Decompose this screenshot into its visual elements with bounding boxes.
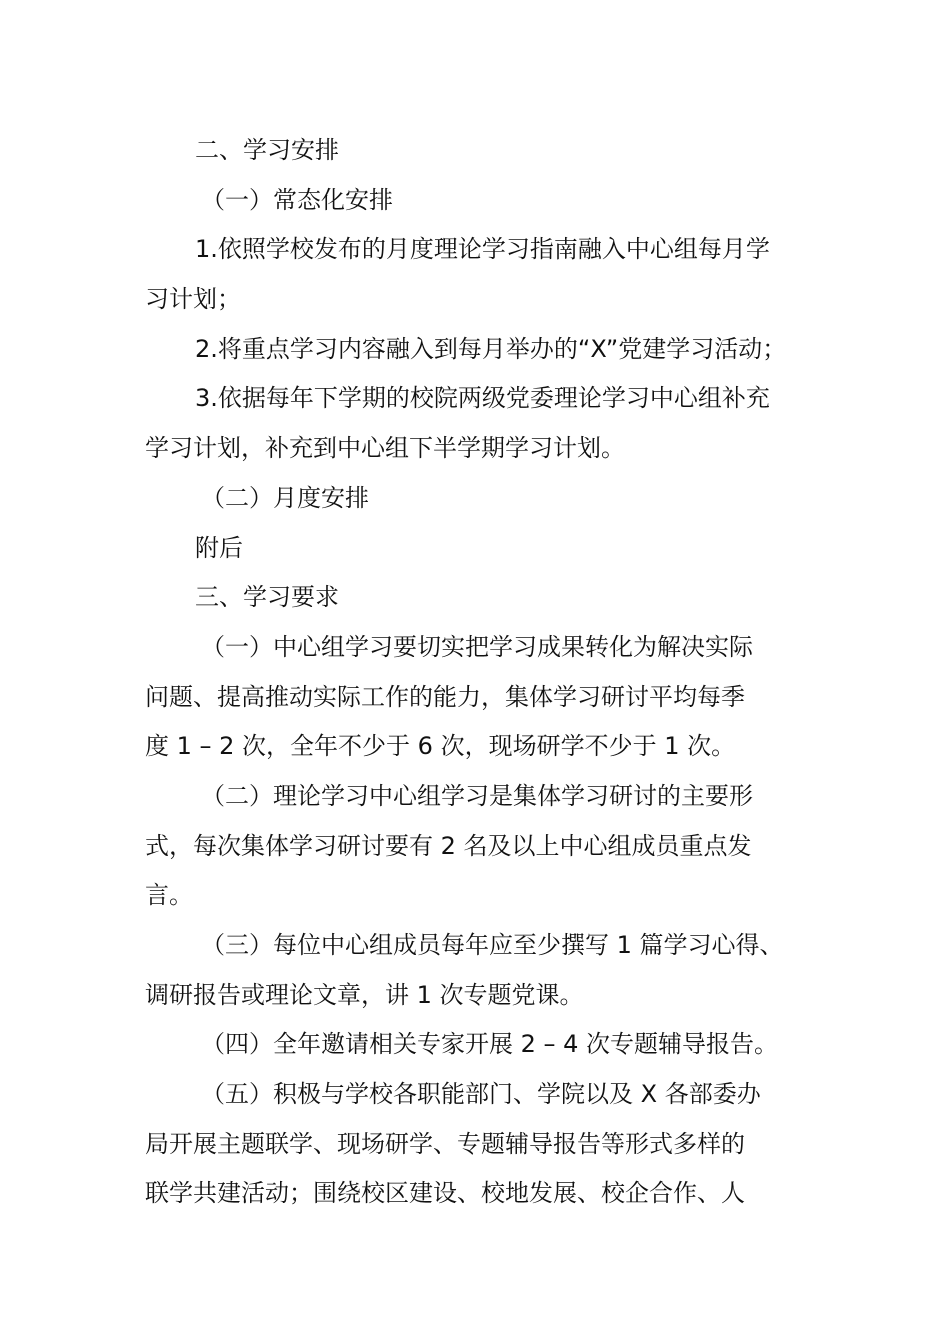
paragraph-line: 联学共建活动；围绕校区建设、校地发展、校企合作、人 xyxy=(145,1179,745,1208)
paragraph-line: 附后 xyxy=(195,533,243,562)
paragraph-line: 3.依据每年下学期的校院两级党委理论学习中心组补充 xyxy=(195,384,770,413)
paragraph-line: 局开展主题联学、现场研学、专题辅导报告等形式多样的 xyxy=(145,1129,745,1158)
paragraph-line: 2.将重点学习内容融入到每月举办的“X”党建学习活动； xyxy=(195,334,787,363)
paragraph-line: （二）理论学习中心组学习是集体学习研讨的主要形 xyxy=(201,781,753,810)
paragraph-line: 度 1 – 2 次，全年不少于 6 次，现场研学不少于 1 次。 xyxy=(145,732,736,761)
paragraph-line: 问题、提高推动实际工作的能力，集体学习研讨平均每季 xyxy=(145,682,745,711)
paragraph-line: 言。 xyxy=(145,881,193,910)
paragraph-line: （一）中心组学习要切实把学习成果转化为解决实际 xyxy=(201,632,753,661)
paragraph-line: 1.依照学校发布的月度理论学习指南融入中心组每月学 xyxy=(195,235,770,264)
paragraph-line: 学习计划，补充到中心组下半学期学习计划。 xyxy=(145,434,625,463)
paragraph-line: 调研报告或理论文章，讲 1 次专题党课。 xyxy=(145,980,584,1009)
paragraph-line: （三）每位中心组成员每年应至少撰写 1 篇学习心得、 xyxy=(201,931,784,959)
paragraph-line: 习计划； xyxy=(145,285,241,314)
subheading-monthly-arrangement: （二）月度安排 xyxy=(201,483,369,512)
document-body xyxy=(145,126,820,1219)
paragraph-line: （四）全年邀请相关专家开展 2 – 4 次专题辅导报告。 xyxy=(201,1030,779,1059)
paragraph-line: （五）积极与学校各职能部门、学院以及 X 各部委办 xyxy=(201,1080,761,1109)
section-heading-study-arrangement: 二、学习安排 xyxy=(195,136,339,164)
section-heading-study-requirements: 三、学习要求 xyxy=(195,583,339,612)
subheading-routine-arrangement: （一）常态化安排 xyxy=(201,185,393,214)
paragraph-line: 式，每次集体学习研讨要有 2 名及以上中心组成员重点发 xyxy=(145,831,752,860)
